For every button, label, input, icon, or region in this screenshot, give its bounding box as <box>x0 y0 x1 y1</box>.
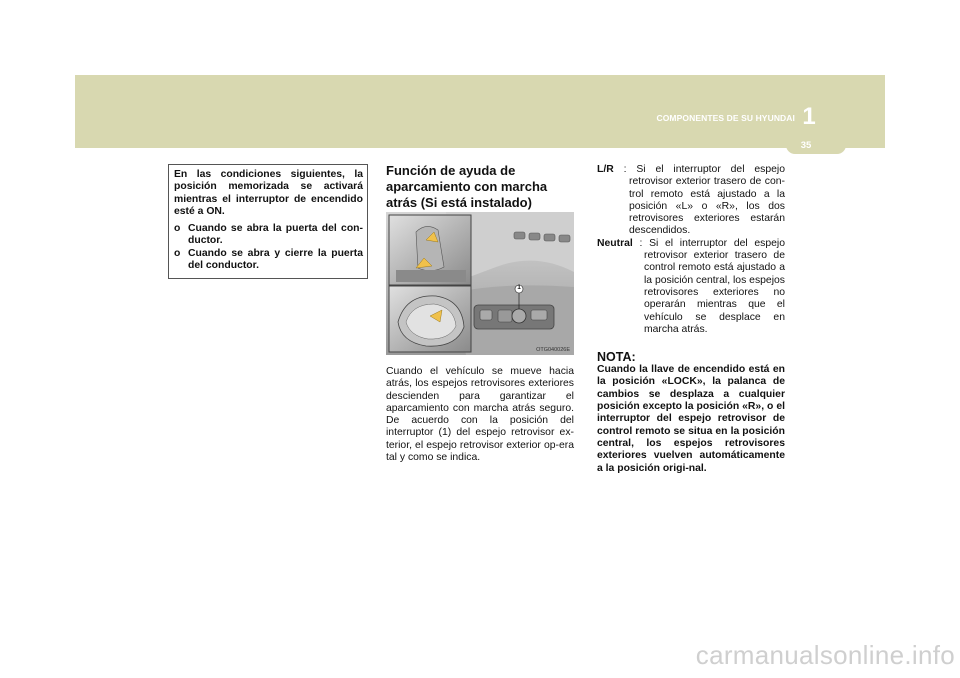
definition-separator: : <box>613 164 637 175</box>
header-band <box>75 75 885 148</box>
section-body-text: Cuando el vehículo se mueve hacia atrás, los espejos retrovisores exteriores descienden para garantizar el aparcamiento con marcha atrás seguro. De acuerdo con la posición del interruptor (1) del espejo retrovisor ex-terior, el espejo retrovisor exterior op-era tal y como se indica. <box>386 366 574 464</box>
figure-code: OTG040026E <box>536 347 570 353</box>
figure-callout-label: 1 <box>517 284 521 291</box>
notice-box <box>168 164 368 279</box>
page-number: 35 <box>800 140 812 151</box>
notice-intro: En las condiciones siguientes, la posición memorizada se activará mientras el interruptor de encendido esté a ON. <box>174 169 363 217</box>
chapter-number: 1 <box>802 103 816 130</box>
mirror-switch-figure <box>386 212 574 355</box>
notice-item <box>174 248 363 273</box>
door-panel-illustration <box>386 212 574 355</box>
note-body: Cuando la llave de encendido está en la posición «LOCK», la palanca de cambios se desplaza a cualquier posición excepto la posición «R», o el interruptor del espejo retrovisor de control remoto se situa en la posición central, los espejos retrovisores exteriores vuelven automáticamente a la posición origi-nal. <box>597 364 785 474</box>
definitions-column <box>597 164 785 475</box>
section-heading: Función de ayuda de aparcamiento con marcha atrás (Si está instalado) <box>386 163 548 210</box>
watermark: carmanualsonline.info <box>695 640 955 670</box>
section-title: COMPONENTES DE SU HYUNDAI <box>656 113 795 123</box>
notice-item-text: Cuando se abra y cierre la puerta del conductor. <box>188 247 363 272</box>
definition-term: Neutral <box>597 237 633 249</box>
definition-text: Si el interruptor del espejo retrovisor exterior trasero de control remoto está ajustado a la posición central, los espejos retrovisores exteriores no operarán mientras que el vehículo se desplace en marcha atrás. <box>644 237 785 335</box>
definition-term: L/R <box>597 164 614 175</box>
notice-item-text: Cuando se abra la puerta del con-ductor. <box>188 223 363 247</box>
definition-lr <box>597 164 785 238</box>
definition-text: Si el interruptor del espejo retrovisor exterior trasero de con-trol remoto está ajustado a la posición «L» o «R», los dos retrovisores exteriores estarán descendidos. <box>629 164 785 237</box>
definition-separator: : <box>632 237 650 249</box>
bullet: o <box>174 247 181 259</box>
definition-neutral <box>597 238 785 336</box>
notice-item <box>174 223 363 248</box>
note-title: NOTA: <box>597 350 636 365</box>
bullet: o <box>174 223 181 235</box>
